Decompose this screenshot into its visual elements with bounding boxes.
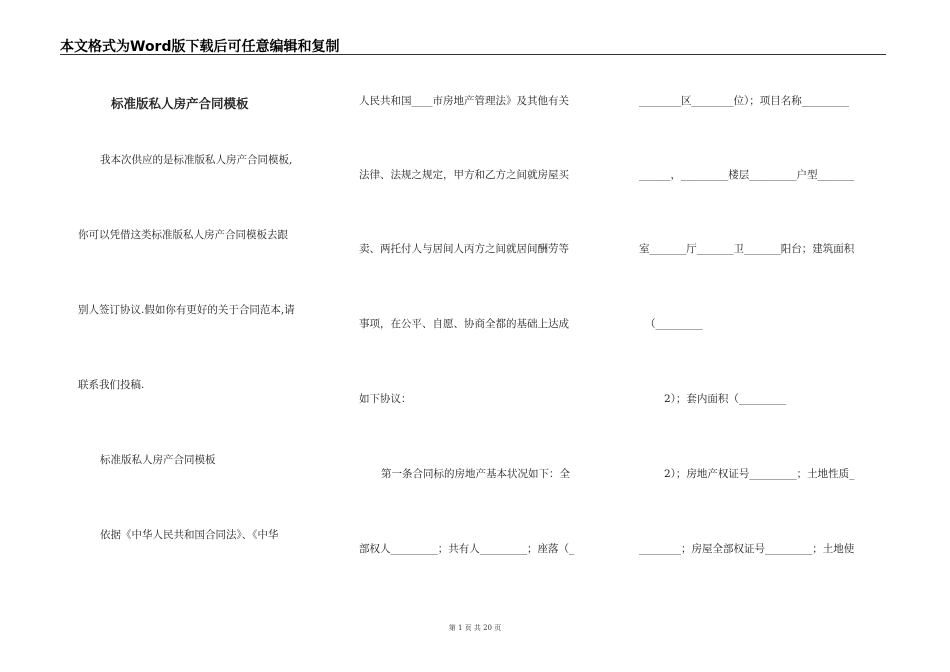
document-title: 标准版私人房产合同模板: [111, 96, 249, 111]
col1-line-2: 你可以凭借这类标准版私人房产合同模板去跟: [78, 229, 288, 241]
col3-line-1: ________区________位）；项目名称_________: [639, 95, 849, 107]
document-header: 本文格式为Word版下载后可任意编辑和复制: [60, 39, 340, 55]
col3-line-4: （_________: [645, 318, 703, 330]
col1-line-6: 依据《中华人民共和国合同法》、《中华: [100, 529, 279, 541]
col2-line-5: 如下协议：: [359, 393, 412, 405]
header-divider: [60, 54, 886, 55]
col3-line-2: ______，_________楼层_________户型_______: [639, 169, 855, 181]
col3-line-6: 2）；房地产权证号_________；土地性质_: [664, 468, 855, 480]
col3-line-3: 室_______厅_______卫_______阳台；建筑面积: [639, 243, 855, 255]
col3-line-5: 2）；套内面积（_________: [664, 393, 787, 405]
col1-line-3: 别人签订协议.假如你有更好的关于合同范本,请: [78, 304, 295, 316]
col1-line-5: 标准版私人房产合同模板: [100, 454, 216, 466]
page-number: 第 1 页 共 20 页: [448, 624, 502, 632]
col1-line-1: 我本次供应的是标准版私人房产合同模板,: [100, 154, 293, 166]
col2-line-7: 部权人_________；共有人_________；座落（_: [359, 543, 575, 555]
col2-line-2: 法律、法规之规定，甲方和乙方之间就房屋买: [359, 169, 569, 181]
col2-line-4: 事项，在公平、自愿、协商全都的基础上达成: [359, 318, 569, 330]
col3-line-7: ________；房屋全部权证号_________；土地使: [639, 543, 855, 555]
col2-line-1: 人民共和国____市房地产管理法》及其他有关: [359, 95, 569, 107]
col2-line-6: 第一条合同标的房地产基本状况如下：全: [381, 468, 570, 480]
col2-line-3: 卖、两托付人与居间人丙方之间就居间酬劳等: [359, 243, 569, 255]
col1-line-4: 联系我们投稿.: [78, 379, 145, 391]
